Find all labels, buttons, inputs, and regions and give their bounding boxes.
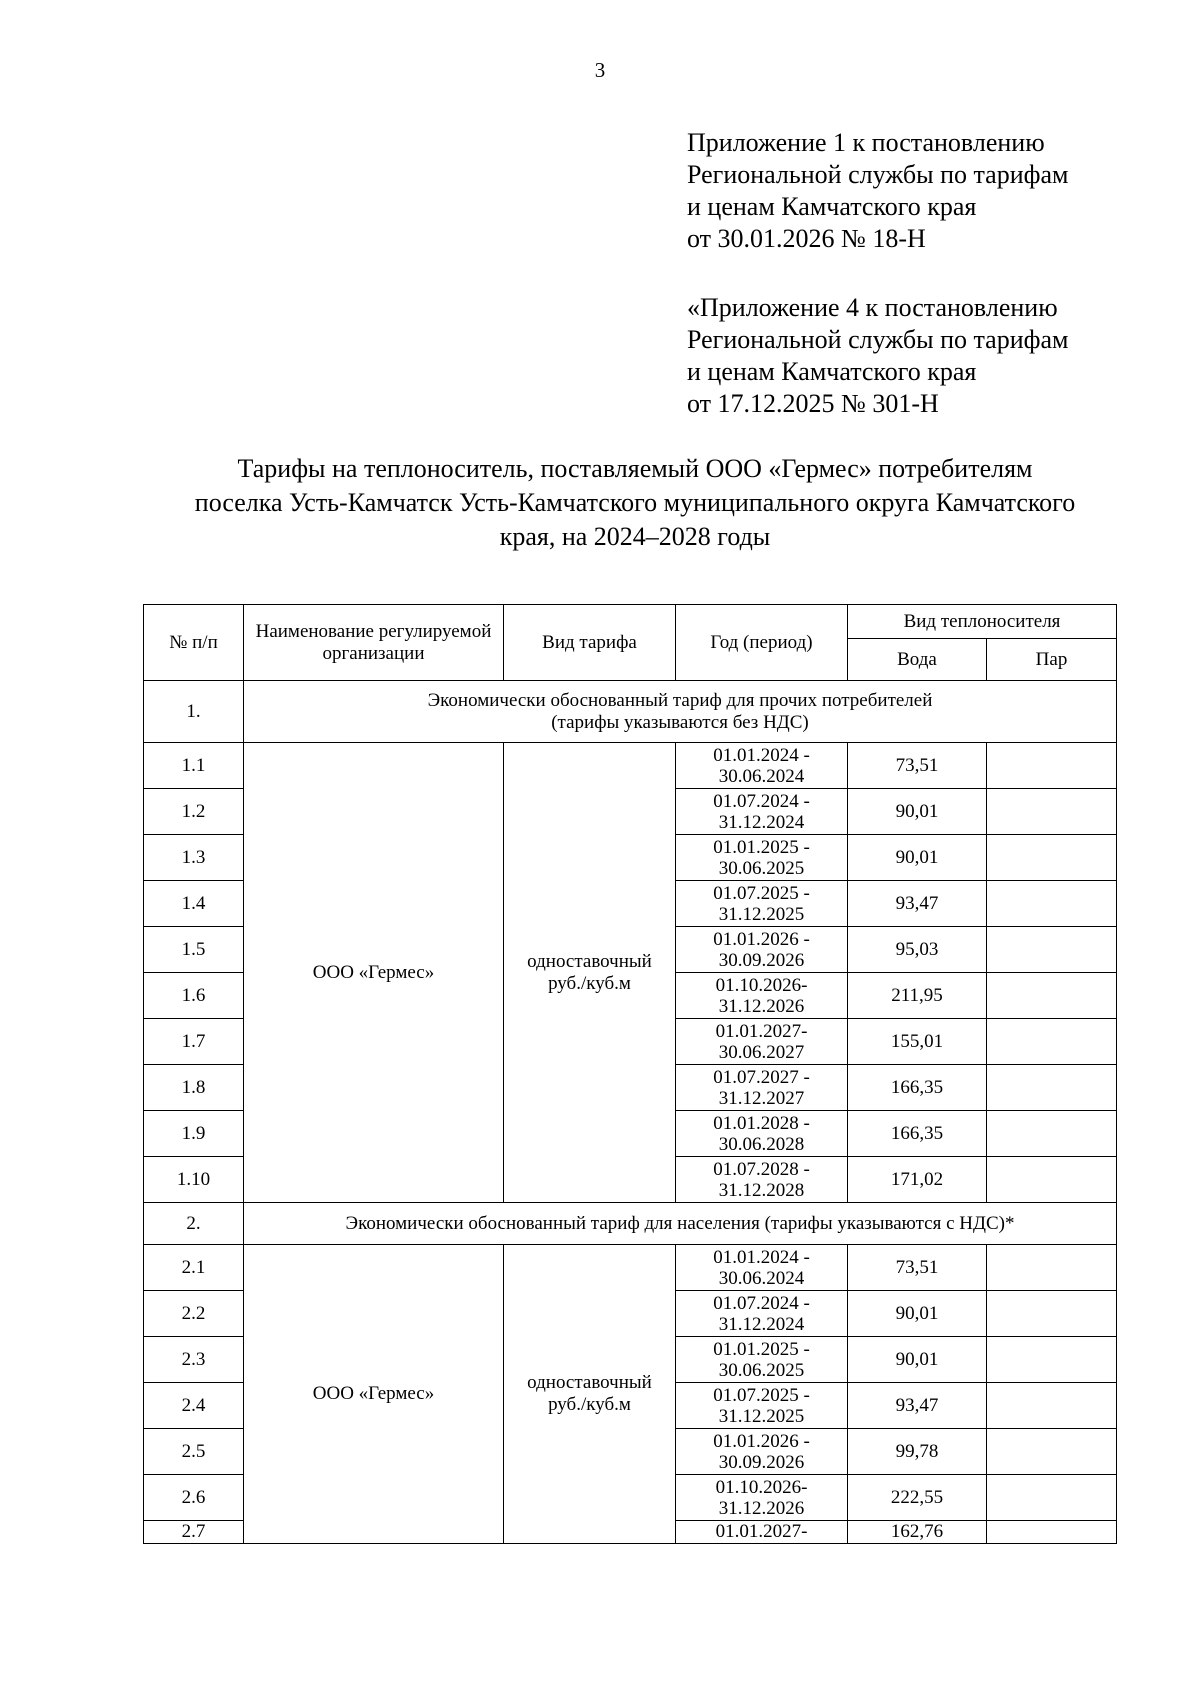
- organization-cell: ООО «Гермес»: [244, 743, 504, 1203]
- period-from: 01.07.2024 -: [713, 1292, 810, 1314]
- period-cell: [676, 1337, 848, 1383]
- period-cell: [676, 1475, 848, 1521]
- tariff-unit: руб./куб.м: [548, 972, 631, 994]
- header-tariff-type: Вид тарифа: [504, 605, 676, 681]
- title-line: поселка Усть-Камчатск Усть-Камчатского муниципального округа Камчатского: [194, 488, 1076, 517]
- water-tariff: 93,47: [848, 1383, 987, 1429]
- steam-tariff: [987, 1019, 1117, 1065]
- period-from: 01.01.2025 -: [713, 1338, 810, 1360]
- tariff-type-cell: [504, 1245, 676, 1544]
- appendix-reference-current: [687, 127, 1068, 255]
- steam-tariff: [987, 1383, 1117, 1429]
- steam-tariff: [987, 973, 1117, 1019]
- row-number: 1.4: [144, 881, 244, 927]
- period-from: 01.01.2027-: [715, 1521, 808, 1542]
- tariff-type-cell: [504, 743, 676, 1203]
- steam-tariff: [987, 1337, 1117, 1383]
- period-to: 31.12.2026: [718, 1497, 805, 1519]
- period-to: 30.09.2026: [718, 949, 805, 971]
- period-cell: [676, 973, 848, 1019]
- water-tariff: 90,01: [848, 789, 987, 835]
- table-row: [144, 1245, 1117, 1291]
- steam-tariff: [987, 1521, 1117, 1544]
- row-number: 1.2: [144, 789, 244, 835]
- water-tariff: 171,02: [848, 1157, 987, 1203]
- period-cell: [676, 1019, 848, 1065]
- period-to: 30.09.2026: [718, 1451, 805, 1473]
- row-number: 2.1: [144, 1245, 244, 1291]
- period-cell: [676, 1157, 848, 1203]
- section-title-cell: [244, 1203, 1117, 1245]
- period-from: 01.01.2027-: [715, 1020, 808, 1042]
- section-header-row: [144, 1203, 1117, 1245]
- period-cell: [676, 1245, 848, 1291]
- period-to: 30.06.2025: [718, 857, 805, 879]
- section-subtitle: (тарифы указываются без НДС): [551, 711, 809, 733]
- row-number: 1.6: [144, 973, 244, 1019]
- steam-tariff: [987, 1429, 1117, 1475]
- steam-tariff: [987, 1157, 1117, 1203]
- appendix-reference-original: [687, 292, 1068, 420]
- period-to: 30.06.2028: [718, 1133, 805, 1155]
- period-from: 01.10.2026-: [715, 1476, 808, 1498]
- tariff-type: одноставочный: [527, 950, 652, 972]
- row-number: 2.5: [144, 1429, 244, 1475]
- appendix-line: Региональной службы по тарифам: [687, 160, 1069, 189]
- section-header-row: [144, 681, 1117, 743]
- period-cell: [676, 1111, 848, 1157]
- water-tariff: 73,51: [848, 1245, 987, 1291]
- period-cell: [676, 835, 848, 881]
- section-title: Экономически обоснованный тариф для населения (тарифы указываются с НДС)*: [345, 1212, 1015, 1234]
- water-tariff: 93,47: [848, 881, 987, 927]
- water-tariff: 90,01: [848, 1337, 987, 1383]
- water-tariff: 222,55: [848, 1475, 987, 1521]
- row-number: 2.3: [144, 1337, 244, 1383]
- appendix-line: и ценам Камчатского края: [687, 357, 977, 386]
- page-number: 3: [594, 58, 606, 82]
- row-number: 1.7: [144, 1019, 244, 1065]
- row-number: 1.5: [144, 927, 244, 973]
- period-cell: [676, 743, 848, 789]
- period-cell: [676, 789, 848, 835]
- period-to: 31.12.2026: [718, 995, 805, 1017]
- row-number: 2.2: [144, 1291, 244, 1337]
- steam-tariff: [987, 1475, 1117, 1521]
- period-to: 31.12.2027: [718, 1087, 805, 1109]
- section-title: Экономически обоснованный тариф для прочих потребителей: [427, 689, 933, 711]
- period-from: 01.01.2026 -: [713, 1430, 810, 1452]
- period-from: 01.07.2028 -: [713, 1158, 810, 1180]
- row-number: 2.4: [144, 1383, 244, 1429]
- period-from: 01.07.2025 -: [713, 1384, 810, 1406]
- water-tariff: 166,35: [848, 1065, 987, 1111]
- steam-tariff: [987, 927, 1117, 973]
- water-tariff: 90,01: [848, 835, 987, 881]
- row-number: 1.3: [144, 835, 244, 881]
- water-tariff: 73,51: [848, 743, 987, 789]
- period-to: 30.06.2024: [718, 1267, 805, 1289]
- period-from: 01.10.2026-: [715, 974, 808, 996]
- period-from: 01.01.2026 -: [713, 928, 810, 950]
- tariff-type: одноставочный: [527, 1372, 652, 1393]
- period-cell: [676, 927, 848, 973]
- steam-tariff: [987, 1065, 1117, 1111]
- water-tariff: 99,78: [848, 1429, 987, 1475]
- section-title-cell: [244, 681, 1117, 743]
- water-tariff: 211,95: [848, 973, 987, 1019]
- period-to: 31.12.2024: [718, 1313, 805, 1335]
- period-from: 01.01.2024 -: [713, 1246, 810, 1268]
- header-steam: Пар: [987, 639, 1117, 681]
- period-from: 01.01.2024 -: [713, 744, 810, 766]
- period-to: 31.12.2024: [718, 811, 805, 833]
- title-line: Тарифы на теплоноситель, поставляемый ООО «Гермес» потребителям: [237, 454, 1033, 483]
- header-num: № п/п: [144, 605, 244, 681]
- appendix-line: Приложение 1 к постановлению: [687, 128, 1045, 157]
- appendix-line: «Приложение 4 к постановлению: [687, 293, 1058, 322]
- header-water: Вода: [848, 639, 987, 681]
- period-cell: [676, 1521, 848, 1544]
- row-number: 2.7: [144, 1521, 244, 1544]
- document-title: [140, 452, 1130, 554]
- row-number: 1.10: [144, 1157, 244, 1203]
- section-number: 2.: [144, 1203, 244, 1245]
- row-number: 1.8: [144, 1065, 244, 1111]
- steam-tariff: [987, 743, 1117, 789]
- row-number: 1.1: [144, 743, 244, 789]
- period-to: 30.06.2024: [718, 765, 805, 787]
- water-tariff: 90,01: [848, 1291, 987, 1337]
- period-cell: [676, 881, 848, 927]
- period-to: 30.06.2025: [718, 1359, 805, 1381]
- header-org: Наименование регулируемой организации: [244, 605, 504, 681]
- steam-tariff: [987, 835, 1117, 881]
- steam-tariff: [987, 1245, 1117, 1291]
- steam-tariff: [987, 1291, 1117, 1337]
- period-from: 01.07.2025 -: [713, 882, 810, 904]
- table-row: [144, 743, 1117, 789]
- title-line: края, на 2024–2028 годы: [499, 522, 771, 551]
- appendix-line: и ценам Камчатского края: [687, 192, 977, 221]
- tariff-unit: руб./куб.м: [548, 1394, 631, 1415]
- water-tariff: 166,35: [848, 1111, 987, 1157]
- steam-tariff: [987, 1111, 1117, 1157]
- header-carrier: Вид теплоносителя: [848, 605, 1117, 639]
- row-number: 2.6: [144, 1475, 244, 1521]
- organization-cell: ООО «Гермес»: [244, 1245, 504, 1544]
- water-tariff: 155,01: [848, 1019, 987, 1065]
- header-period: Год (период): [676, 605, 848, 681]
- steam-tariff: [987, 881, 1117, 927]
- water-tariff: 162,76: [848, 1521, 987, 1544]
- period-from: 01.01.2025 -: [713, 836, 810, 858]
- period-to: 31.12.2028: [718, 1179, 805, 1201]
- period-to: 30.06.2027: [718, 1041, 805, 1063]
- period-from: 01.07.2027 -: [713, 1066, 810, 1088]
- period-to: 31.12.2025: [718, 903, 805, 925]
- period-cell: [676, 1429, 848, 1475]
- section-number: 1.: [144, 681, 244, 743]
- appendix-line: от 17.12.2025 № 301-Н: [687, 389, 939, 418]
- steam-tariff: [987, 789, 1117, 835]
- period-from: 01.01.2028 -: [713, 1112, 810, 1134]
- period-cell: [676, 1383, 848, 1429]
- appendix-line: от 30.01.2026 № 18-Н: [687, 224, 926, 253]
- tariffs-table: [143, 604, 1117, 1544]
- row-number: 1.9: [144, 1111, 244, 1157]
- period-from: 01.07.2024 -: [713, 790, 810, 812]
- appendix-line: Региональной службы по тарифам: [687, 325, 1069, 354]
- period-to: 31.12.2025: [718, 1405, 805, 1427]
- period-cell: [676, 1291, 848, 1337]
- water-tariff: 95,03: [848, 927, 987, 973]
- period-cell: [676, 1065, 848, 1111]
